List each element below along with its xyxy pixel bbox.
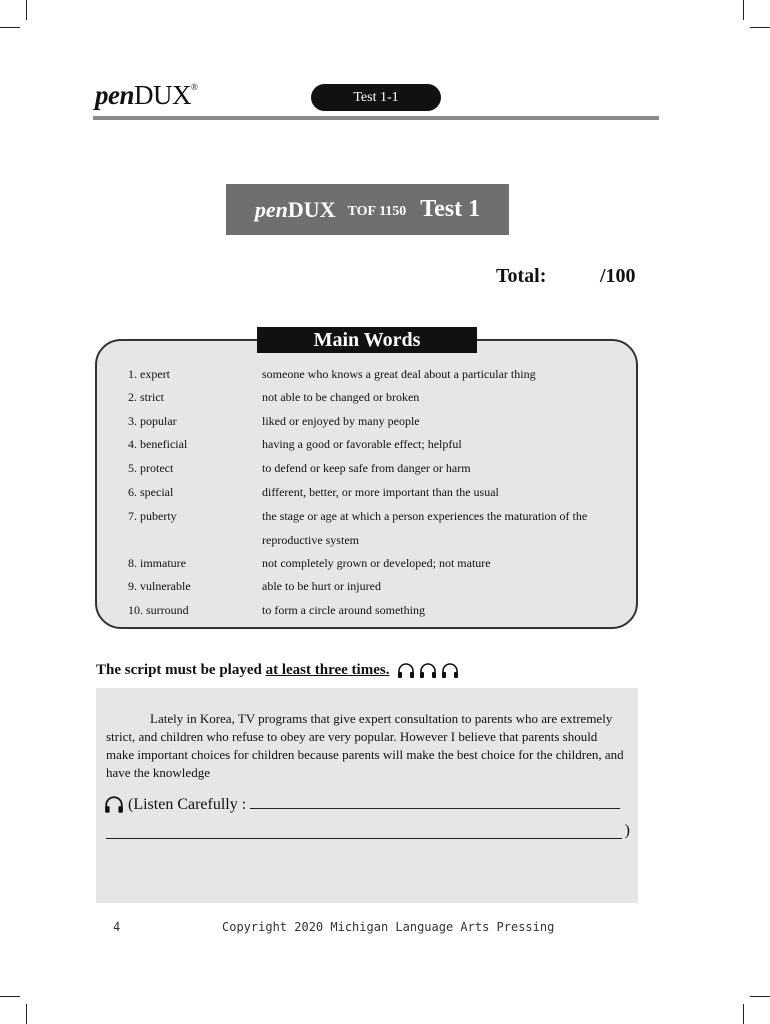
headphones-icon — [419, 663, 437, 679]
headphones-icon — [104, 795, 124, 815]
word-term: 5. protect — [128, 461, 174, 475]
crop-mark — [0, 27, 20, 28]
crop-mark — [26, 0, 27, 20]
word-definition: different, better, or more important than the usual — [262, 485, 499, 499]
title-test: Test 1 — [420, 196, 481, 222]
word-term: 3. popular — [128, 414, 177, 428]
listen-label: (Listen Carefully : — [128, 796, 247, 813]
script-box — [96, 688, 638, 903]
crop-mark — [743, 0, 744, 20]
headphones-icon — [441, 663, 459, 679]
test-label-pill: Test 1-1 — [311, 84, 441, 111]
word-definition: able to be hurt or injured — [262, 579, 381, 593]
total-label: Total: — [496, 265, 547, 287]
instruction-emphasis: at least three times. — [265, 662, 390, 678]
close-paren: ) — [624, 822, 630, 839]
pendux-logo — [95, 80, 197, 111]
play-instruction — [96, 662, 459, 679]
main-words-heading: Main Words — [257, 327, 477, 353]
total-out-of: /100 — [600, 265, 636, 287]
test-title-box — [226, 184, 509, 235]
header-rule — [93, 116, 659, 120]
word-definition: liked or enjoyed by many people — [262, 414, 420, 428]
word-term: 8. immature — [128, 556, 186, 570]
answer-blank-2[interactable] — [106, 820, 630, 839]
registered-mark: ® — [191, 82, 198, 92]
answer-blank[interactable] — [250, 794, 620, 809]
word-term: 10. surround — [128, 603, 189, 617]
title-brand: penDUX — [254, 196, 336, 222]
crop-mark — [0, 996, 20, 997]
page-number: 4 — [113, 920, 121, 934]
word-term: 2. strict — [128, 390, 164, 404]
crop-mark — [750, 27, 770, 28]
word-term: 4. beneficial — [128, 437, 188, 451]
title-code: TOF 1150 — [347, 203, 407, 219]
crop-mark — [743, 1004, 744, 1024]
copyright-text: Copyright 2020 Michigan Language Arts Pressing — [222, 920, 555, 934]
headphones-icon — [397, 663, 415, 679]
word-definition: the stage or age at which a person experiences the maturation of the reproductive system — [262, 509, 588, 547]
word-definition: not able to be changed or broken — [262, 390, 420, 404]
word-term: 1. expert — [128, 367, 170, 381]
logo-italic-text: pen — [95, 80, 134, 110]
word-definition: to defend or keep safe from danger or harm — [262, 461, 471, 475]
crop-mark — [750, 996, 770, 997]
logo-bold-text: DUX — [134, 80, 191, 110]
word-term: 6. special — [128, 485, 174, 499]
listen-carefully-line — [104, 794, 620, 815]
word-definition: to form a circle around something — [262, 603, 425, 617]
crop-mark — [26, 1004, 27, 1024]
word-definition: someone who knows a great deal about a particular thing — [262, 367, 536, 381]
word-term: 7. puberty — [128, 509, 177, 523]
word-definition: having a good or favorable effect; helpful — [262, 437, 462, 451]
script-text: Lately in Korea, TV programs that give expert consultation to parents who are extremely strict, and children who refuse to obey are very popular. However I believe that parents should make important choices for children because parents will make the best choice for the children, and have the knowledge — [106, 711, 624, 780]
instruction-prefix: The script must be played — [96, 662, 266, 678]
word-term: 9. vulnerable — [128, 579, 191, 593]
word-definition: not completely grown or developed; not mature — [262, 556, 491, 570]
